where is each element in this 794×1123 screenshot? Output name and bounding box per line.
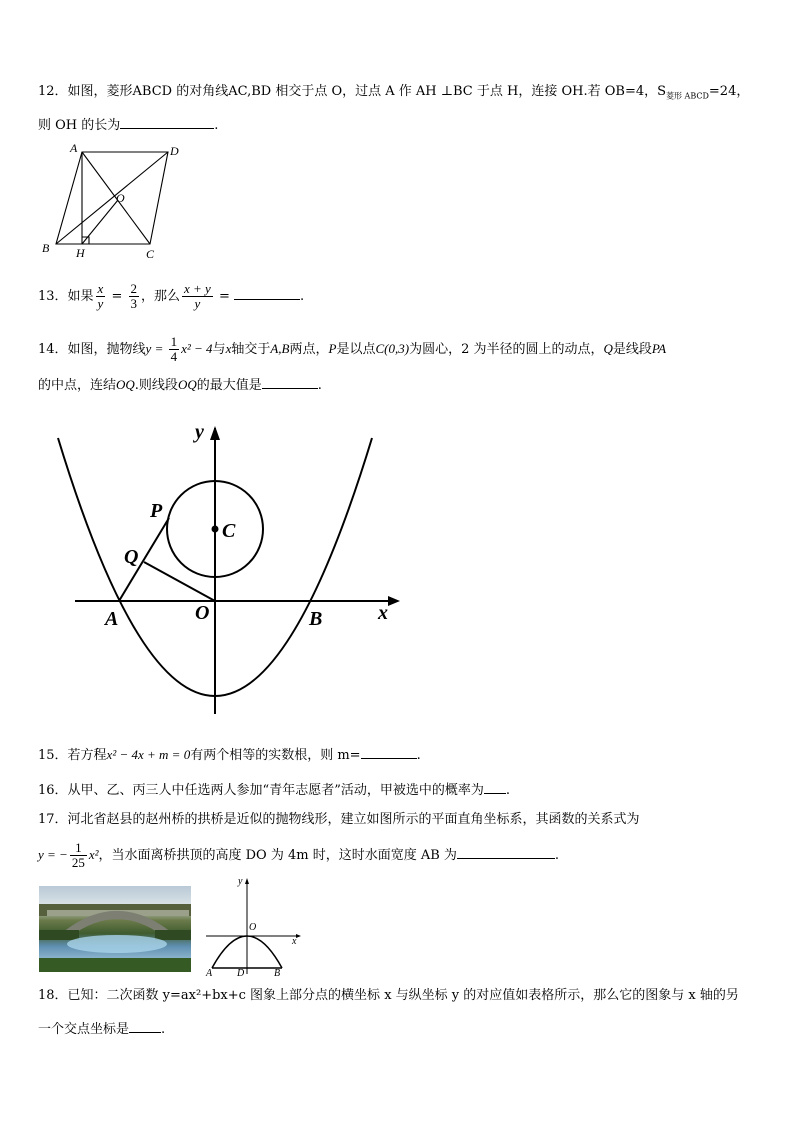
label-b: B bbox=[309, 608, 323, 630]
label-d: D bbox=[237, 968, 245, 978]
label-p: P bbox=[150, 500, 163, 522]
q17-line2: y = − $\frac{1}{25}$ x²，当水面离桥拱顶的高度 DO 为 4m 时，这时水面宽度 AB 为 . bbox=[38, 840, 560, 870]
q13-frac-x-over-y: $\frac{x}{y}$ bbox=[97, 281, 104, 311]
x-axis-arrow bbox=[296, 934, 301, 938]
q14-line2: 的中点，连结OQ.则线段OQ的最大值是 . bbox=[38, 374, 322, 395]
label-d: D bbox=[170, 144, 179, 158]
q16-answer-blank[interactable] bbox=[484, 779, 506, 794]
q14-frac-1-over-4: $\frac{1}{4}$ bbox=[170, 334, 178, 364]
segment-oq bbox=[144, 562, 215, 601]
y-axis-arrow bbox=[210, 426, 220, 440]
label-o: O bbox=[195, 602, 210, 624]
q12-rhombus-figure bbox=[38, 140, 198, 265]
q15-line: 15．若方程x² − 4x + m = 0有两个相等的实数根，则 m= . bbox=[38, 744, 421, 765]
q18-line2: 一个交点坐标是 . bbox=[38, 1018, 165, 1039]
diagonal-bd bbox=[56, 152, 168, 244]
label-c: C bbox=[222, 520, 236, 542]
label-b: B bbox=[274, 968, 281, 978]
q13-frac-2-over-3: $\frac{2}{3}$ bbox=[130, 281, 137, 311]
q15-answer-blank[interactable] bbox=[361, 744, 417, 759]
label-h: H bbox=[76, 246, 85, 260]
q18-line1: 18．已知：二次函数 y=ax²+bx+c 图象上部分点的横坐标 x 与纵坐标 y 的对应值如表格所示，那么它的图象与 x 轴的另 bbox=[38, 988, 739, 1003]
q13-answer-blank[interactable] bbox=[234, 285, 300, 300]
q18-answer-blank[interactable] bbox=[129, 1018, 161, 1033]
q14-answer-blank[interactable] bbox=[262, 374, 318, 389]
label-b: B bbox=[42, 241, 50, 255]
q17-answer-blank[interactable] bbox=[457, 844, 555, 859]
y-axis-arrow bbox=[245, 878, 249, 884]
q17-frac-1-over-25: $\frac{1}{25}$ bbox=[71, 840, 85, 870]
label-q: Q bbox=[124, 546, 139, 568]
label-x: x bbox=[378, 602, 388, 624]
label-o: O bbox=[249, 922, 257, 933]
q12-line2: 则 OH 的长为 . bbox=[38, 114, 218, 135]
label-x: x bbox=[292, 936, 297, 947]
q12-line1: 12．如图，菱形ABCD 的对角线AC,BD 相交于点 O，过点 A 作 AH ⊥BC 于点 H，连接 OH.若 OB=4，$S_{菱形 ABCD}=24$， bbox=[38, 84, 750, 101]
q16-line: 16．从甲、乙、丙三人中任选两人参加“青年志愿者”活动，甲被选中的概率为 . bbox=[38, 779, 510, 800]
label-c: C bbox=[146, 247, 155, 261]
x-axis-arrow bbox=[388, 596, 400, 606]
label-a: A bbox=[70, 141, 78, 155]
label-y: y bbox=[195, 421, 204, 443]
label-a: A bbox=[206, 968, 213, 978]
q13-frac-sum-over-y: $\frac{x + y}{y}$ bbox=[184, 281, 211, 311]
q12-subscript: 菱形 ABCD bbox=[666, 91, 709, 101]
label-o: O bbox=[116, 191, 125, 205]
q14-line1: 14．如图，抛物线y = $\frac{1}{4}$ x² − 4与x轴交于A,B两点，P是以点C(0,3)为圆心，2 为半径的圆上的动点，Q是线段PA bbox=[38, 334, 667, 364]
zhaozhou-bridge-photo bbox=[39, 886, 191, 972]
center-point-c bbox=[212, 526, 219, 533]
q13-line: 13．如果 $\frac{x}{y}$ = $\frac{2}{3}$ ，那么 $\frac{x + y}{y}$ = . bbox=[38, 281, 305, 311]
q17-line1: 17．河北省赵县的赵州桥的拱桥是近似的抛物线形，建立如图所示的平面直角坐标系，其函数的关系式为 bbox=[38, 812, 640, 827]
q14-parabola-figure bbox=[50, 418, 400, 718]
label-a: A bbox=[105, 608, 119, 630]
q17-arch-figure bbox=[204, 874, 304, 978]
label-y: y bbox=[238, 876, 243, 887]
q12-answer-blank[interactable] bbox=[120, 114, 214, 129]
